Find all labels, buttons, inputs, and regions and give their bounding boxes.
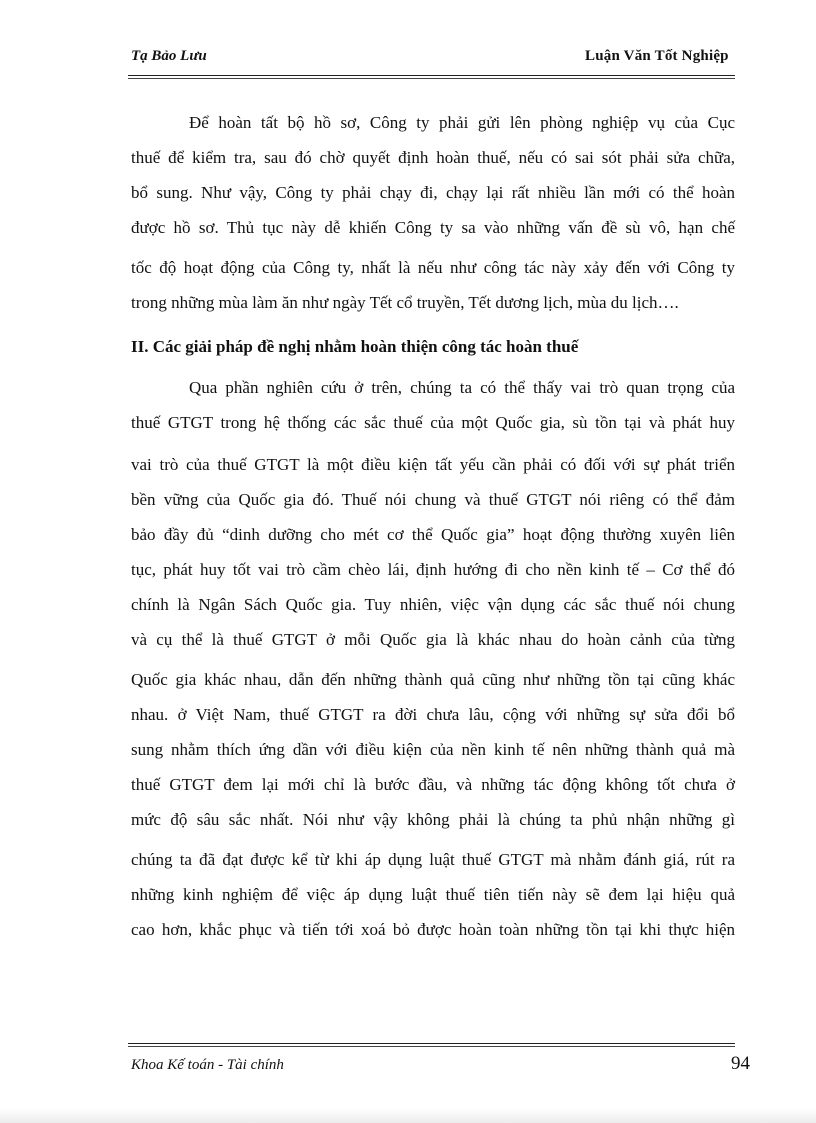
paragraph-2-line: vai trò của thuế GTGT là một điều kiện tất yếu cần phải có đối với sự phát triển bbox=[131, 455, 735, 474]
paragraph-2-line: những kinh nghiệm để việc áp dụng luật thuế tiên tiến này sẽ đem lại hiệu quả bbox=[131, 885, 735, 904]
paragraph-2-line: bền vững của Quốc gia đó. Thuế nói chung và thuế GTGT nói riêng có thể đảm bbox=[131, 490, 735, 509]
footer-faculty: Khoa Kế toán - Tài chính bbox=[131, 1057, 284, 1073]
paragraph-2-line: sung nhằm thích ứng dần với điều kiện của nền kinh tế nên những thành quả mà bbox=[131, 740, 735, 759]
header-doc-type: Luận Văn Tốt Nghiệp bbox=[585, 48, 729, 64]
paragraph-1-line: được hồ sơ. Thủ tục này dễ khiến Công ty sa vào những vấn đề sù vô, hạn chế bbox=[131, 218, 735, 237]
paragraph-2-line: nhau. ở Việt Nam, thuế GTGT ra đời chưa lâu, cộng với những sự sửa đổi bổ bbox=[131, 705, 735, 724]
paragraph-2-line: tục, phát huy tốt vai trò cầm chèo lái, định hướng đi cho nền kinh tế – Cơ thể đó bbox=[131, 560, 735, 579]
page-number: 94 bbox=[731, 1053, 750, 1074]
section-heading: II. Các giải pháp đề nghị nhằm hoàn thiện công tác hoàn thuế bbox=[131, 337, 579, 356]
paragraph-2-line: Quốc gia khác nhau, dẫn đến những thành quả cũng như những tồn tại cũng khác bbox=[131, 670, 735, 689]
paragraph-2-line: chính là Ngân Sách Quốc gia. Tuy nhiên, việc vận dụng các sắc thuế nói chung bbox=[131, 595, 735, 614]
paragraph-2-line: chúng ta đã đạt được kể từ khi áp dụng luật thuế GTGT mà nhằm đánh giá, rút ra bbox=[131, 850, 735, 869]
paragraph-1-line: bổ sung. Như vậy, Công ty phải chạy đi, chạy lại rất nhiều lần mới có thể hoàn bbox=[131, 183, 735, 202]
paragraph-1-line: thuế để kiểm tra, sau đó chờ quyết định hoàn thuế, nếu có sai sót phải sửa chữa, bbox=[131, 148, 735, 167]
scan-edge bbox=[0, 1108, 816, 1123]
paragraph-2-line: cao hơn, khắc phục và tiến tới xoá bỏ được hoàn toàn những tồn tại khi thực hiện bbox=[131, 920, 735, 939]
footer-rule-thin bbox=[128, 1046, 735, 1047]
paragraph-2-line: Qua phần nghiên cứu ở trên, chúng ta có thể thấy vai trò quan trọng của bbox=[189, 378, 735, 397]
paragraph-2-line: thuế GTGT đem lại mới chỉ là bước đầu, và những tác động không tốt chưa ở bbox=[131, 775, 735, 794]
header-author: Tạ Bảo Lưu bbox=[131, 48, 207, 64]
paragraph-2-line: và cụ thể là thuế GTGT ở mỗi Quốc gia là khác nhau do hoàn cảnh của từng bbox=[131, 630, 735, 649]
footer-rule bbox=[128, 1043, 735, 1044]
paragraph-1-line: Để hoàn tất bộ hồ sơ, Công ty phải gửi lên phòng nghiệp vụ của Cục bbox=[189, 113, 735, 132]
paragraph-2-line: mức độ sâu sắc nhất. Nói như vậy không phải là chúng ta phủ nhận những gì bbox=[131, 810, 735, 829]
paragraph-2-line: thuế GTGT trong hệ thống các sắc thuế của một Quốc gia, sù tồn tại và phát huy bbox=[131, 413, 735, 432]
header-rule-thin bbox=[128, 78, 735, 79]
paragraph-1-line: trong những mùa làm ăn như ngày Tết cổ truyền, Tết dương lịch, mùa du lịch…. bbox=[131, 293, 679, 312]
paragraph-2-line: bảo đầy đủ “dinh dưỡng cho mét cơ thể Quốc gia” hoạt động thường xuyên liên bbox=[131, 525, 735, 544]
paragraph-1-line: tốc độ hoạt động của Công ty, nhất là nếu như công tác này xảy đến với Công ty bbox=[131, 258, 735, 277]
header-rule bbox=[128, 75, 735, 76]
